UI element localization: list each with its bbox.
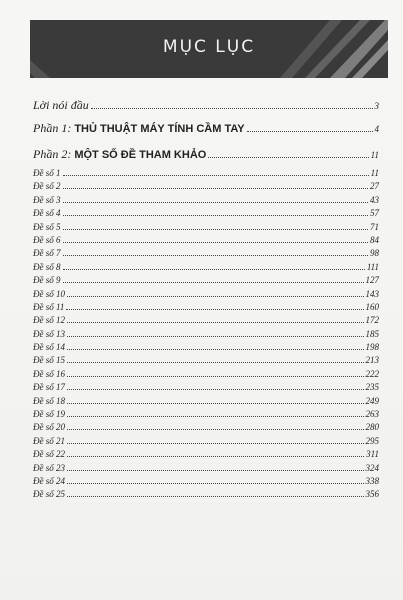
toc-entry-page: 280: [365, 422, 379, 433]
dot-leader: [63, 175, 369, 176]
toc-entry[interactable]: [33, 247, 379, 260]
part-2-prefix: Phần 2:: [33, 147, 75, 161]
dot-leader: [63, 282, 364, 283]
toc-entry-label: Đề số 21: [33, 435, 65, 446]
dot-leader: [67, 376, 364, 377]
toc-entry[interactable]: [33, 408, 379, 421]
toc-entry-page: 198: [365, 342, 379, 353]
header-banner: [30, 20, 388, 78]
dot-leader: [67, 429, 364, 430]
toc-entry-label: Đề số 18: [33, 395, 65, 406]
toc-part-1[interactable]: [33, 115, 379, 141]
toc-entry-page: 213: [365, 355, 379, 366]
toc-entry-label: Đề số 9: [33, 275, 61, 286]
toc-entry-page: 235: [365, 382, 379, 393]
dot-leader: [63, 215, 369, 216]
toc-entry-label: Đề số 15: [33, 355, 65, 366]
toc-entry-label: Đề số 1: [33, 168, 61, 178]
toc-part-2-page: 11: [370, 150, 379, 160]
toc-entry[interactable]: [33, 354, 379, 367]
toc-entry-label: Đề số 16: [33, 368, 65, 379]
toc-entry-page: 84: [370, 234, 379, 245]
dot-leader: [67, 456, 364, 457]
toc-entry[interactable]: [33, 180, 379, 193]
toc-entry[interactable]: [33, 234, 379, 247]
toc-entry-page: 172: [365, 315, 379, 326]
toc-entry[interactable]: [33, 421, 379, 434]
toc-entry-label: Đề số 3: [33, 194, 61, 205]
toc-entry-page: 11: [370, 168, 379, 178]
toc-entry[interactable]: [33, 221, 379, 234]
toc-entry-label: Đề số 8: [33, 261, 61, 272]
toc-entry-label: Đề số 11: [33, 301, 65, 312]
toc-entry-label: Đề số 7: [33, 248, 61, 259]
dot-leader: [67, 403, 364, 404]
toc-entry-label: Đề số 19: [33, 409, 65, 420]
dot-leader: [67, 483, 364, 484]
toc-part-2-label: [33, 141, 206, 168]
part-1-prefix: Phần 1:: [33, 121, 75, 135]
toc-entry-page: 249: [365, 395, 379, 406]
dot-leader: [63, 229, 369, 230]
toc-entry-page: 111: [366, 261, 379, 272]
table-of-contents: [33, 95, 379, 502]
toc-entry[interactable]: [33, 288, 379, 301]
toc-entry[interactable]: [33, 301, 379, 314]
toc-entry-page: 185: [365, 328, 379, 339]
dot-leader: [67, 496, 364, 497]
dot-leader: [67, 322, 364, 323]
toc-part-2[interactable]: [33, 141, 379, 167]
toc-entry-label: Đề số 24: [33, 475, 65, 486]
dot-leader: [67, 470, 364, 471]
toc-entry-label: Đề số 23: [33, 462, 65, 473]
toc-entry[interactable]: [33, 381, 379, 394]
toc-entry[interactable]: [33, 448, 379, 461]
dot-leader: [63, 202, 369, 203]
dot-leader: [63, 242, 369, 243]
toc-entry-page: 338: [365, 475, 379, 486]
toc-entry-label: Đề số 12: [33, 315, 65, 326]
toc-entry-page: 324: [365, 462, 379, 473]
toc-entry[interactable]: [33, 314, 379, 327]
toc-entry-page: 43: [370, 194, 379, 205]
dot-leader: [247, 131, 373, 132]
toc-entry-list: [33, 167, 379, 502]
toc-intro-page: 3: [374, 101, 379, 111]
toc-entry-page: 127: [365, 275, 379, 286]
dot-leader: [91, 108, 373, 109]
toc-entry-label: Đề số 13: [33, 328, 65, 339]
toc-entry[interactable]: [33, 207, 379, 220]
toc-entry[interactable]: [33, 341, 379, 354]
toc-entry-label: Đề số 22: [33, 449, 65, 460]
toc-entry-label: Đề số 5: [33, 221, 61, 232]
part-1-title: THỦ THUẬT MÁY TÍNH CẦM TAY: [74, 123, 245, 135]
dot-leader: [67, 389, 364, 390]
toc-entry[interactable]: [33, 274, 379, 287]
dot-leader: [63, 188, 369, 189]
toc-entry[interactable]: [33, 261, 379, 274]
toc-entry[interactable]: [33, 368, 379, 381]
toc-entry-label: Đề số 14: [33, 342, 65, 353]
toc-entry[interactable]: [33, 328, 379, 341]
toc-entry-page: 222: [365, 368, 379, 379]
toc-entry-page: 311: [366, 449, 379, 460]
toc-entry[interactable]: [33, 435, 379, 448]
toc-entry-label: Đề số 17: [33, 382, 65, 393]
toc-entry[interactable]: [33, 475, 379, 488]
dot-leader: [63, 269, 365, 270]
toc-entry-page: 356: [365, 489, 379, 500]
toc-entry[interactable]: [33, 462, 379, 475]
toc-entry[interactable]: [33, 488, 379, 501]
toc-entry-label: Đề số 6: [33, 234, 61, 245]
toc-entry-page: 263: [365, 409, 379, 420]
toc-intro[interactable]: [33, 95, 379, 115]
dot-leader: [67, 362, 364, 363]
part-2-title: MỘT SỐ ĐỀ THAM KHẢO: [74, 149, 207, 161]
toc-entry-page: 143: [365, 288, 379, 299]
dot-leader: [67, 336, 364, 337]
dot-leader: [67, 349, 364, 350]
toc-entry[interactable]: [33, 194, 379, 207]
dot-leader: [67, 443, 364, 444]
toc-entry-label: Đề số 25: [33, 489, 65, 500]
dot-leader: [208, 157, 368, 158]
dot-leader: [66, 309, 363, 310]
dot-leader: [67, 296, 364, 297]
toc-entry-label: Đề số 2: [33, 181, 61, 192]
toc-entry[interactable]: [33, 167, 379, 180]
toc-entry-label: Đề số 20: [33, 422, 65, 433]
toc-entry-label: Đề số 10: [33, 288, 65, 299]
toc-entry-label: Đề số 4: [33, 208, 61, 219]
toc-entry-page: 295: [365, 435, 379, 446]
toc-entry-page: 27: [370, 181, 379, 192]
toc-entry[interactable]: [33, 395, 379, 408]
toc-entry-page: 98: [370, 248, 379, 259]
toc-intro-label: Lời nói đầu: [33, 98, 89, 112]
dot-leader: [67, 416, 364, 417]
toc-entry-page: 57: [370, 208, 379, 219]
toc-part-1-page: 4: [374, 124, 379, 134]
dot-leader: [63, 255, 369, 256]
toc-entry-page: 160: [365, 301, 379, 312]
toc-entry-page: 71: [370, 221, 379, 232]
page-title: MỤC LỤC: [162, 37, 256, 57]
toc-part-1-label: [33, 115, 245, 142]
